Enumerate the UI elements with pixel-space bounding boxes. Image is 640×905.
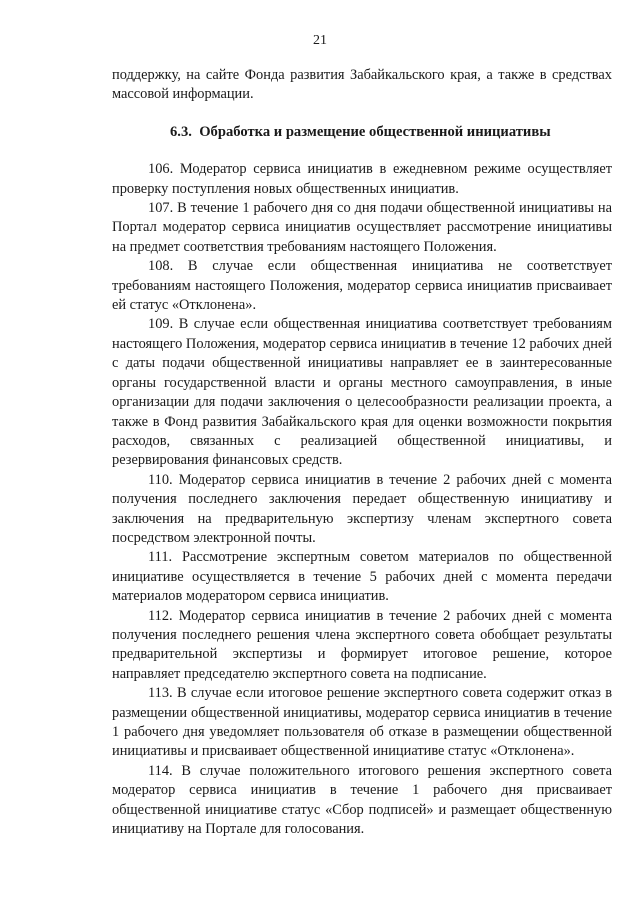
paragraph-114: 114. В случае положительного итогового решения экспертного совета модератор сервиса инициатив в течение 1 рабочего дня присваивает общественной инициативе статус «Сбор подписей» и размещает общественную инициативу на Портале для голосования. bbox=[112, 762, 612, 838]
intro-paragraph: поддержку, на сайте Фонда развития Забайкальского края, а также в средствах массовой информации. bbox=[112, 67, 612, 103]
paragraph-107: 107. В течение 1 рабочего дня со дня подачи общественной инициативы на Портал модератор сервиса инициатив осуществляет рассмотрение инициативы на предмет соответствия требованиям настоящего Положения. bbox=[112, 200, 612, 255]
paragraph-109: 109. В случае если общественная инициатива соответствует требованиям настоящего Положения, модератор сервиса инициатив в течение 12 рабочих дней с даты подачи общественной инициативы направляет ее в заинтересованные органы государственной власти и органы местного самоуправления, в иные организации для подачи заключения о целесообразности реализации проекта, а также в Фонд развития Забайкальского края для оценки возможности покрытия расходов, связанных с реализацией общественной инициативы, и резервирования финансовых средств. bbox=[112, 316, 612, 469]
section-number: 6.3. bbox=[170, 123, 192, 140]
paragraph-110: 110. Модератор сервиса инициатив в течение 2 рабочих дней с момента получения последнего заключения передает общественную инициативу и заключения на предварительную экспертизу членам экспертного совета посредством электронной почты. bbox=[112, 471, 612, 546]
paragraph-106: 106. Модератор сервиса инициатив в ежедневном режиме осуществляет проверку поступления новых общественных инициатив. bbox=[112, 161, 612, 197]
paragraph-113: 113. В случае если итоговое решение экспертного совета содержит отказ в размещении общественной инициативы, модератор сервиса инициатив в течение 1 рабочего дня уведомляет пользователя об отказе в размещении общественной инициативы и присваивает общественной инициативе статус «Отклонена». bbox=[112, 685, 612, 760]
paragraph-108: 108. В случае если общественная инициатива не соответствует требованиям настоящего Положения, модератор сервиса инициатив присваивает ей статус «Отклонена». bbox=[112, 258, 612, 314]
page-content bbox=[112, 66, 612, 839]
paragraph-111: 111. Рассмотрение экспертным советом материалов по общественной инициативе осуществляется в течение 5 рабочих дней с момента передачи материалов модератором сервиса инициатив. bbox=[112, 549, 612, 605]
section-title: Обработка и размещение общественной инициативы bbox=[199, 123, 551, 140]
section-heading bbox=[112, 123, 612, 142]
paragraph-112: 112. Модератор сервиса инициатив в течение 2 рабочих дней с момента получения последнего решения члена экспертного совета обобщает результаты предварительной экспертизы и формирует итоговое решение, которое направляет председателю экспертного совета на подписание. bbox=[112, 607, 612, 682]
page-number: 21 bbox=[313, 33, 327, 48]
